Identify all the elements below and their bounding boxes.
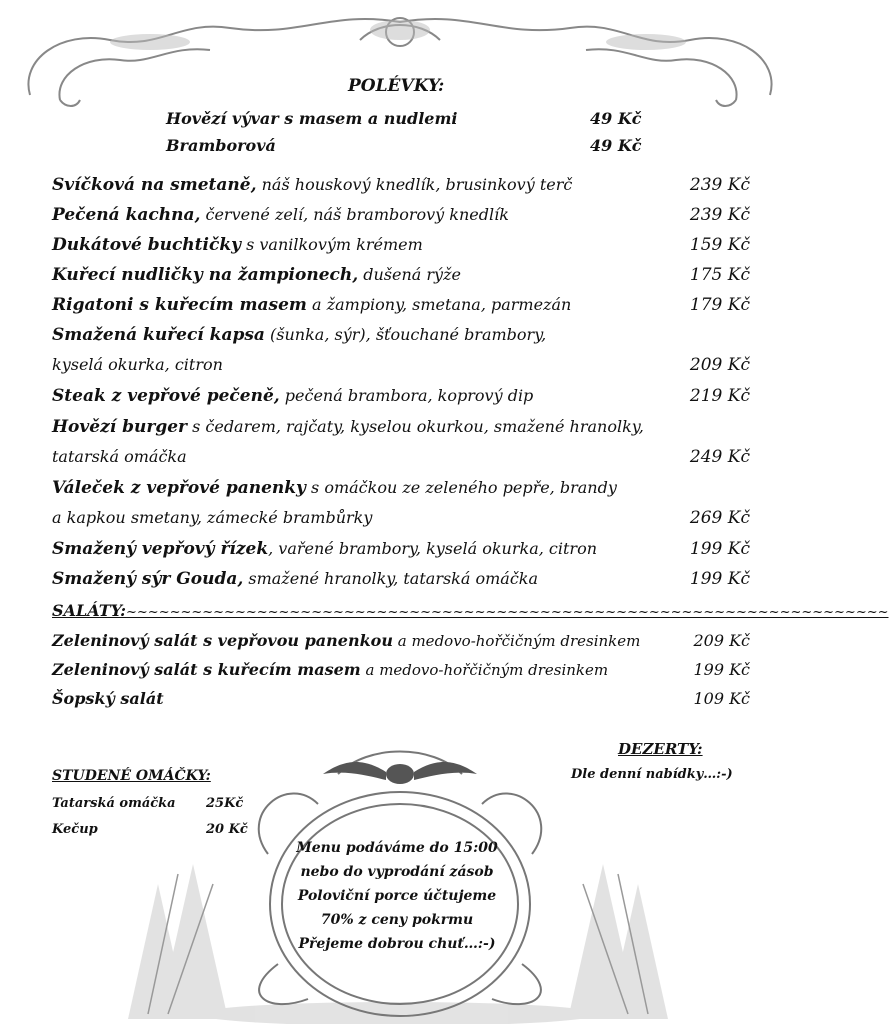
main-item-desc: smažené hranolky, tatarská omáčka [243, 569, 539, 588]
main-item-price: 239 Kč [689, 205, 750, 225]
main-item-desc: pečená brambora, koprový dip [279, 386, 534, 405]
salad-item-price: 209 Kč [693, 631, 750, 650]
soup-price: 49 Kč [590, 136, 642, 155]
sauce-name: Kečup [52, 822, 98, 837]
note-line: Přejeme dobrou chuť…:-) [298, 936, 496, 952]
main-item-price: 239 Kč [689, 175, 750, 195]
salad-item-desc: a medovo-hořčičným dresinkem [392, 632, 641, 650]
note-line: Menu podáváme do 15:00 [296, 840, 498, 856]
main-item-name: Rigatoni s kuřecím masem [52, 295, 307, 315]
main-item-desc: a žampiony, smetana, parmezán [306, 295, 572, 314]
main-item-desc: červené zelí, náš bramborový knedlík [200, 205, 509, 224]
main-item [52, 569, 538, 589]
main-item-desc: s omáčkou ze zeleného pepře, brandy [305, 478, 617, 497]
salad-item [52, 660, 608, 679]
main-item-price: 179 Kč [689, 295, 750, 315]
main-item-name: Pečená kachna, [52, 205, 201, 225]
salad-item-desc: a medovo-hořčičným dresinkem [360, 661, 609, 679]
soups-title: POLÉVKY: [348, 76, 445, 96]
main-item [52, 265, 461, 285]
note-line: Poloviční porce účtujeme [297, 888, 497, 904]
sauce-price: 25Kč [206, 796, 244, 811]
main-item-price: 269 Kč [689, 508, 750, 528]
main-item-price: 249 Kč [689, 447, 750, 467]
salads-title-text: SALÁTY: [52, 601, 127, 620]
salads-title [52, 601, 889, 620]
main-item-name: Svíčková na smetaně, [52, 175, 257, 195]
main-item-continuation [52, 355, 223, 375]
main-item-continuation [52, 447, 187, 467]
main-item-price: 209 Kč [689, 355, 750, 375]
main-item-desc: a kapkou smetany, zámecké brambůrky [52, 508, 373, 527]
main-item-desc: tatarská omáčka [52, 447, 187, 466]
sauce-price: 20 Kč [206, 822, 248, 837]
soup-name: Bramborová [166, 136, 276, 155]
main-item-desc: s čedarem, rajčaty, kyselou okurkou, smažené hranolky, [187, 417, 644, 436]
main-item-price: 219 Kč [689, 386, 750, 406]
main-item-desc: s vanilkovým krémem [240, 235, 423, 254]
dessert-title: DEZERTY: [618, 740, 703, 758]
main-item [52, 295, 571, 315]
main-item-name: Smažený vepřový řízek [52, 539, 269, 559]
main-item-price: 175 Kč [689, 265, 750, 285]
salad-item-price: 199 Kč [693, 660, 750, 679]
main-item [52, 417, 644, 437]
main-item-name: Hovězí burger [52, 417, 187, 437]
dessert-text: Dle denní nabídky…:-) [571, 767, 733, 782]
salad-item-name: Zeleninový salát s vepřovou panenkou [52, 631, 393, 650]
note-line: nebo do vyprodání zásob [300, 864, 494, 880]
main-item [52, 478, 617, 498]
main-item-desc: (šunka, sýr), šťouchané brambory, [264, 325, 547, 344]
note-line: 70% z ceny pokrmu [320, 912, 474, 928]
soup-name: Hovězí vývar s masem a nudlemi [166, 109, 458, 128]
main-item-price: 159 Kč [689, 235, 750, 255]
salad-item-name: Zeleninový salát s kuřecím masem [52, 660, 361, 679]
salad-item [52, 631, 640, 650]
main-item-desc: , vařené brambory, kyselá okurka, citron [268, 539, 597, 558]
salads-tilde-line: ~~~~~~~~~~~~~~~~~~~~~~~~~~~~~~~~~~~~~~~~~~~~~~~~~~~~~~~~~~~~~~~~~~~~~~ [126, 605, 889, 620]
main-item-name: Steak z vepřové pečeně, [52, 386, 280, 406]
main-item-name: Dukátové buchtičky [52, 235, 241, 255]
main-item-price: 199 Kč [689, 539, 750, 559]
salad-item [52, 689, 164, 708]
soup-price: 49 Kč [590, 109, 642, 128]
main-item-name: Kuřecí nudličky na žampionech, [52, 265, 359, 285]
main-item-name: Smažený sýr Gouda, [52, 569, 244, 589]
main-item [52, 386, 533, 406]
main-item [52, 325, 546, 345]
salad-item-price: 109 Kč [693, 689, 750, 708]
main-item-desc: dušená rýže [358, 265, 461, 284]
sauces-title: STUDENÉ OMÁČKY: [52, 768, 211, 784]
main-item [52, 539, 597, 559]
main-item-name: Smažená kuřecí kapsa [52, 325, 265, 345]
main-item [52, 175, 572, 195]
main-item-continuation [52, 508, 372, 528]
main-item-name: Váleček z vepřové panenky [52, 478, 306, 498]
main-item-desc: kyselá okurka, citron [52, 355, 223, 374]
main-item [52, 205, 509, 225]
main-item-price: 199 Kč [689, 569, 750, 589]
main-item [52, 235, 423, 255]
sauce-name: Tatarská omáčka [52, 796, 176, 811]
main-item-desc: náš houskový knedlík, brusinkový terč [256, 175, 573, 194]
salad-item-name: Šopský salát [52, 689, 164, 708]
serving-note [282, 836, 512, 956]
